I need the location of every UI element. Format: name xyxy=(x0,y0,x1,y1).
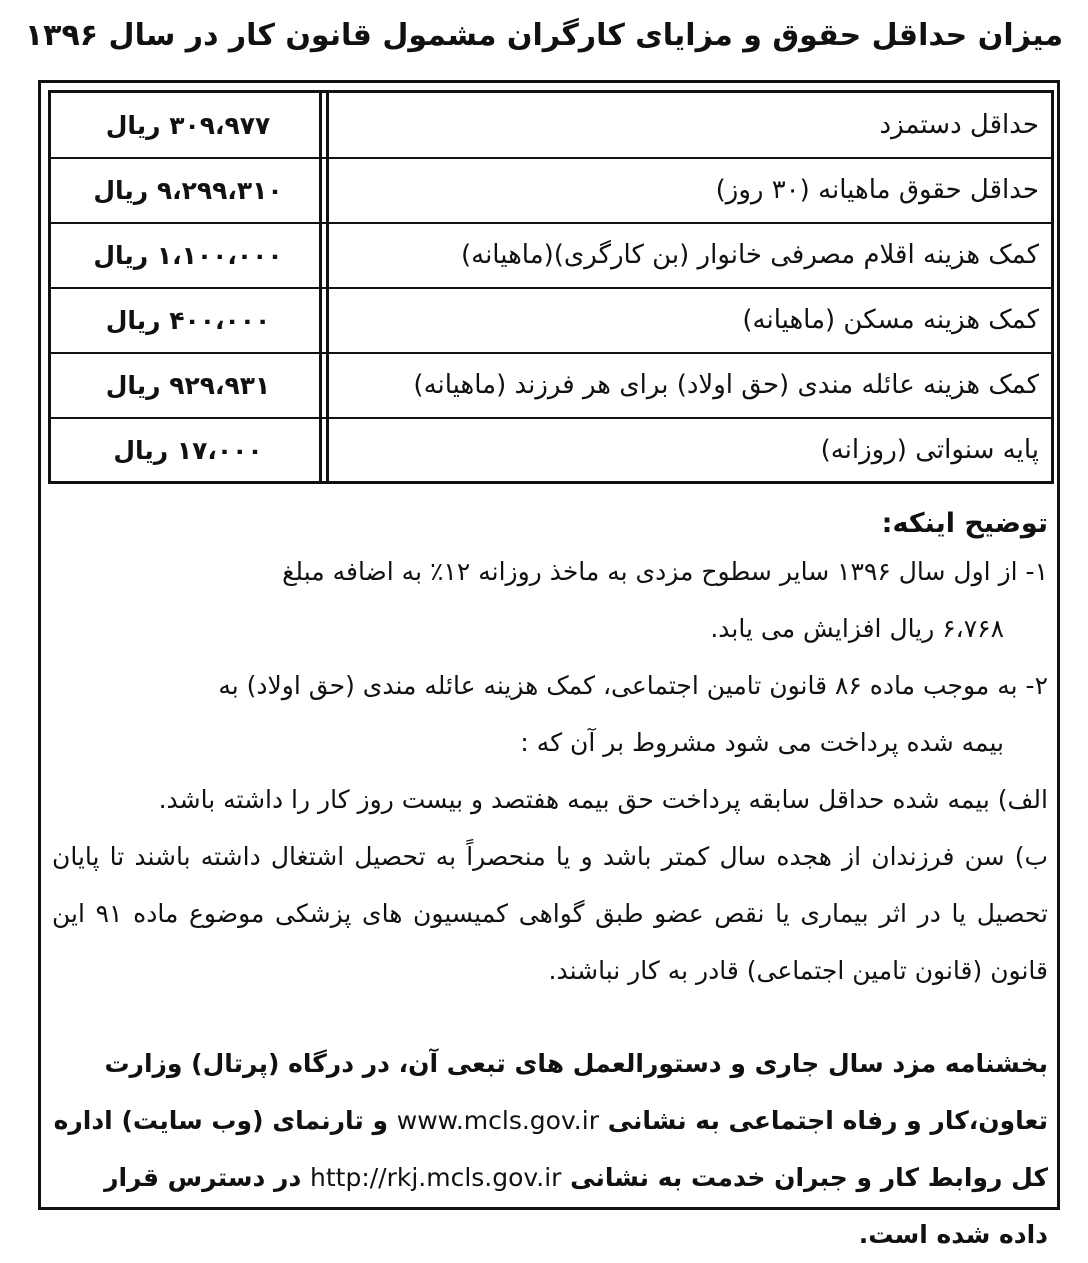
row-label: کمک هزینه اقلام مصرفی خانوار (بن کارگری)(ماهیانه) xyxy=(460,240,1039,270)
row-label: حداقل دستمزد xyxy=(879,110,1039,140)
table-row xyxy=(51,158,1051,223)
notes-heading: توضیح اینکه: xyxy=(881,508,1048,539)
footer-text-3: در دسترس قرار داده شده است. xyxy=(104,1163,1048,1249)
wage-table xyxy=(48,90,1054,484)
footer-notice xyxy=(52,1035,1048,1263)
row-label: پایه سنواتی (روزانه) xyxy=(820,435,1039,465)
row-label: کمک هزینه مسکن (ماهیانه) xyxy=(742,305,1039,335)
table-row xyxy=(51,288,1051,353)
table-row xyxy=(51,418,1051,483)
footer-text-1: بخشنامه مزد سال جاری و دستورالعمل های تبعی آن، در درگاه (پرتال) وزارت تعاون،کار و رفاه اجتماعی به نشانی xyxy=(104,1049,1048,1135)
rkj-link[interactable]: http://rkj.mcls.gov.ir xyxy=(310,1163,562,1192)
document-title: میزان حداقل حقوق و مزایای کارگران مشمول قانون کار در سال ۱۳۹۶ xyxy=(24,18,1064,53)
note-item-1: ۱- از اول سال ۱۳۹۶ سایر سطوح مزدی به ماخذ روزانه ۱۲٪ به اضافه مبلغ xyxy=(282,557,1048,586)
row-value: ۴۰۰،۰۰۰ ریال xyxy=(105,306,271,335)
row-value: ۱۷،۰۰۰ ریال xyxy=(113,436,263,465)
row-value: ۱،۱۰۰،۰۰۰ ریال xyxy=(93,241,283,270)
row-value: ۹۲۹،۹۳۱ ریال xyxy=(105,371,271,400)
footer-text-2: و تارنمای (وب سایت) اداره کل روابط کار و جبران خدمت به نشانی xyxy=(53,1106,1048,1192)
table-row xyxy=(51,223,1051,288)
note-item-2: ۲- به موجب ماده ۸۶ قانون تامین اجتماعی، کمک هزینه عائله مندی (حق اولاد) به xyxy=(218,671,1048,700)
note-item-1-continued: ۶،۷۶۸ ریال افزایش می یابد. xyxy=(710,614,1004,643)
row-label: کمک هزینه عائله مندی (حق اولاد) برای هر فرزند (ماهیانه) xyxy=(413,370,1039,400)
table-row xyxy=(51,353,1051,418)
notes-section xyxy=(52,508,1048,1263)
condition-alef: الف) بیمه شده حداقل سابقه پرداخت حق بیمه هفتصد و بیست روز کار را داشته باشد. xyxy=(158,785,1048,814)
condition-be: ب) سن فرزندان از هجده سال کمتر باشد و یا منحصراً به تحصیل اشتغال داشته باشند تا پایان تحصیل یا در اثر بیماری یا نقص عضو طبق گواهی کمیسیون های پزشکی موضوع ماده ۹۱ این قانون (قانون تامین اجتماعی) قادر به کار نباشند. xyxy=(52,842,1048,985)
row-label: حداقل حقوق ماهیانه (۳۰ روز) xyxy=(715,175,1039,205)
table-row xyxy=(51,93,1051,158)
mcls-link[interactable]: www.mcls.gov.ir xyxy=(396,1106,599,1135)
note-item-2-continued: بیمه شده پرداخت می شود مشروط بر آن که : xyxy=(520,728,1004,757)
row-value: ۳۰۹،۹۷۷ ریال xyxy=(105,111,271,140)
row-value: ۹،۲۹۹،۳۱۰ ریال xyxy=(93,176,283,205)
